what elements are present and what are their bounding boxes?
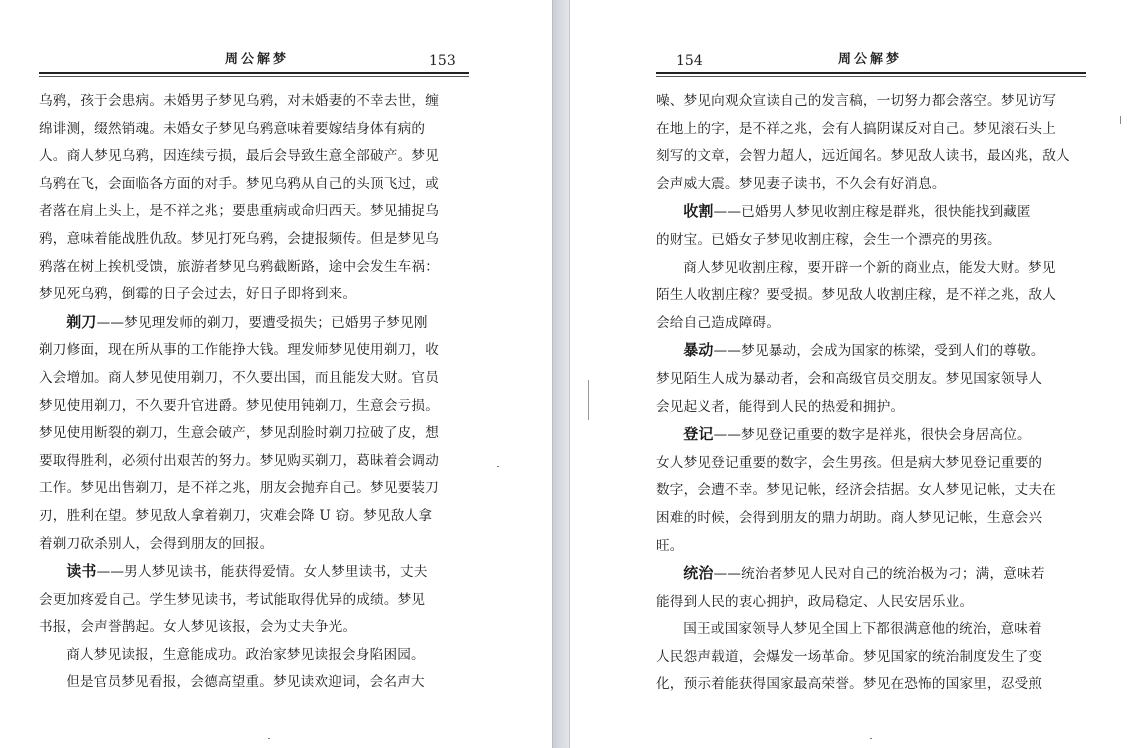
paragraph-line: 但是官员梦见看报，会德高望重。梦见读欢迎词，会名声大 [66, 674, 425, 691]
text-line: 困难的时候，会得到朋友的鼎力胡助。商人梦见记帐，生意会兴 [656, 509, 1043, 526]
entry-term: 统治 [683, 564, 714, 583]
entry-first-line [39, 558, 467, 587]
text-line: 入会增加。商人梦见使用剃刀，不久要出国，而且能发大财。官员 [39, 369, 440, 386]
text-line: 梦见陌生人成为暴动者，会和高级官员交朋友。梦见国家领导人 [656, 370, 1043, 387]
entry-term: 登记 [683, 425, 714, 444]
page-number: 153 [429, 53, 456, 69]
text-line: 者落在肩上头上，是不祥之兆；要患重病或命归西天。梦见捕捉乌 [39, 203, 440, 220]
text-line: 要取得胜利，必须付出艰苦的努力。梦见购买剃刀，葛昧着会调动 [39, 452, 440, 469]
paragraph-line: 商人梦见收割庄稼，要开辟一个新的商业点，能发大财。梦见 [683, 259, 1056, 276]
header-rule-thin [656, 76, 1086, 77]
page-number: 154 [676, 53, 703, 69]
scan-speck [268, 738, 270, 739]
entry-first-line [656, 198, 1084, 227]
text-line: 鸦，意味着能战胜仇敌。梦见打死乌鸦，会捷报频传。但是梦见乌 [39, 230, 440, 247]
text-line: 刻写的文章，会智力超人，远近闻名。梦见敌人读书，最凶兆，敌人 [656, 148, 1070, 165]
entry-first-line [656, 560, 1084, 589]
text-line: 着剃刀砍杀别人，会得到朋友的回报。 [39, 535, 274, 552]
text-line: 梦见使用断裂的剃刀，生意会破产，梦见刮脸时剃刀拉破了皮，想 [39, 425, 440, 442]
scan-speck [870, 738, 872, 739]
paragraph-line: 商人梦见读报，生意能成功。政治家梦见读报会身陷困园。 [66, 646, 425, 663]
entry-term: 收割 [683, 202, 714, 221]
entry-first-line [39, 309, 467, 338]
text-line: 的财宝。已婚女子梦见收割庄稼，会生一个漂亮的男孩。 [656, 231, 1001, 248]
left-page-body [39, 88, 467, 697]
text-line: 鸦落在树上挨机受馈，旅游者梦见乌鸦截断路，途中会发生车祸： [39, 258, 440, 275]
header-rule [39, 72, 469, 74]
text-line: 剃刀修面，现在所从事的工作能挣大钱。理发师梦见使用剃刀，收 [39, 342, 440, 359]
text-line: 会给自己造成障碍。 [656, 314, 781, 331]
paragraph-line: 国王或国家领导人梦见全国上下都很满意他的统治，意味着 [683, 621, 1042, 638]
entry-first-line [656, 421, 1084, 450]
running-title: 周公解梦 [225, 52, 290, 67]
entry-text: ——男人梦见读书，能获得爱情。女人梦里读书，丈夫 [96, 564, 428, 581]
right-page-header [656, 48, 1086, 72]
text-line: 人。商人梦见乌鸦，因连续亏损，最后会导致生意全部破产。梦见 [39, 148, 440, 165]
scan-speck [1120, 116, 1121, 124]
text-line: 数字，会遭不幸。梦见记帐，经济会拮据。女人梦见记帐，丈夫在 [656, 482, 1057, 499]
text-line: 人民怨声载道，会爆发一场革命。梦见国家的统治制度发生了变 [656, 648, 1043, 665]
entry-first-line [656, 337, 1084, 366]
entry-text: ——梦见登记重要的数字是祥兆，很快会身居高位。 [713, 427, 1031, 444]
text-line: 陌生人收割庄稼？要受损。梦见敌人收割庄稼，是不祥之兆，敌人 [656, 287, 1057, 304]
right-page-body [656, 88, 1084, 699]
entry-term: 剃刀 [66, 312, 97, 331]
entry-text: ——统治者梦见人民对自己的统治极为刁；满，意味若 [713, 566, 1045, 583]
right-page [570, 0, 1135, 748]
page-gutter [552, 0, 570, 748]
running-title: 周公解梦 [838, 52, 903, 67]
text-line: 会见起义者，能得到人民的热爱和拥护。 [656, 398, 905, 415]
entry-text: ——已婚男人梦见收割庄稼是群兆，很快能找到藏匿 [713, 204, 1031, 221]
text-line: 刃，胜利在望。梦见敌人拿着剃刀，灾难会降 U 窃。梦见敌人拿 [39, 507, 433, 524]
text-line: 会更加疼爱自己。学生梦见读书，考试能取得优异的成绩。梦见 [39, 591, 426, 608]
text-line: 会声威大震。梦见妻子读书，不久会有好消息。 [656, 175, 946, 192]
text-line: 书报，会声誉鹊起。女人梦见该报，会为丈夫争光。 [39, 619, 357, 636]
entry-term: 暴动 [683, 341, 714, 360]
left-page-header [39, 48, 467, 72]
text-line: 绵诽测，缀然销魂。未婚女子梦见乌鸦意味着要嫁结身体有病的 [39, 120, 426, 137]
text-line: 女人梦见登记重要的数字，会生男孩。但是病大梦见登记重要的 [656, 454, 1043, 471]
scan-speck [588, 380, 589, 420]
text-line: 在地上的字，是不祥之兆，会有人搞阴谋反对自己。梦见滚石头上 [656, 120, 1057, 137]
header-rule [656, 72, 1086, 74]
text-line: 乌鸦在飞，会面临各方面的对手。梦见乌鸦从自己的头顶飞过，或 [39, 175, 440, 192]
entry-term: 读书 [66, 562, 97, 581]
text-line: 旺。 [656, 537, 684, 554]
text-line: 化，预示着能获得国家最高荣誉。梦见在恐怖的国家里，忍受煎 [656, 676, 1043, 693]
left-page [0, 0, 552, 748]
text-line: 梦见使用剃刀，不久要升官进爵。梦见使用钝剃刀，生意会亏损。 [39, 397, 440, 414]
text-line: 工作。梦见出售剃刀，是不祥之兆，朋友会抛弃自己。梦见要装刀 [39, 480, 440, 497]
scan-speck [497, 466, 499, 467]
entry-text: ——梦见理发师的剃刀，要遭受损失；已婚男子梦见刚 [96, 314, 428, 331]
header-rule-thin [39, 76, 469, 77]
entry-text: ——梦见暴动，会成为国家的栋梁，受到人们的尊敬。 [713, 343, 1045, 360]
text-line: 噪、梦见向观众宣读自己的发言稿，一切努力都会落空。梦见访写 [656, 93, 1057, 109]
text-line: 能得到人民的衷心拥护，政局稳定、人民安居乐业。 [656, 593, 974, 610]
text-line: 梦见死乌鸦，倒霉的日子会过去，好日子即将到来。 [39, 286, 357, 303]
text-line: 乌鸦，孩于会患病。未婚男子梦见乌鸦，对未婚妻的不幸去世，缠 [39, 93, 440, 109]
